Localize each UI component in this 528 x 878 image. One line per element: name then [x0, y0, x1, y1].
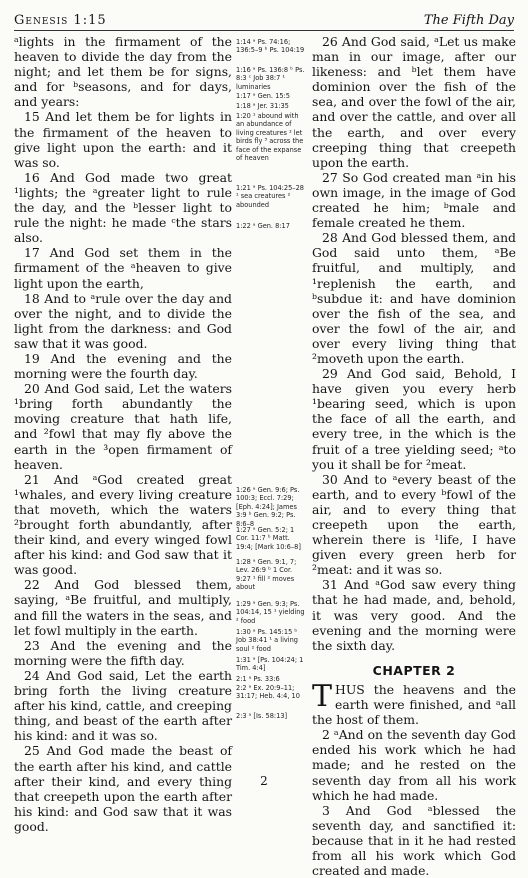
cross-reference: 1:27 ᵃ Gen. 5:2; 1 Cor. 11:7 ᵇ Matt. 19:4; [Mark 10:6–8] — [236, 526, 301, 551]
verse-text: 29 And God said, Behold, I have given you every herb ¹bearing seed, which is upon the face of all the earth, and every tree, in the which is the fruit of a tree yielding seed; ᵃto you it shall be for ²meat. — [312, 366, 516, 472]
verse-text: 15 And let them be for lights in the firmament of the heaven to give light upon the earth: and it was so. — [14, 109, 232, 170]
cross-reference: 1:30 ᵃ Ps. 145:15 ᵇ Job 38:41 ¹ a living soul ² food — [236, 628, 298, 653]
cross-reference: 1:18 ᵃ Jer. 31:35 — [236, 102, 289, 110]
cross-reference: 2:3 ᵃ [Is. 58:13] — [236, 712, 288, 720]
verse-text: 24 And God said, Let the earth bring forth the living creature after his kind, cattle, and creeping thing, and beast of the earth after his kind: and it was so. — [14, 667, 232, 744]
chapter-opening-verse — [312, 678, 516, 728]
verse-text: 21 And ᵃGod created great ¹whales, and every living creature that moveth, which the waters ²brought forth abundantly, after their kind, and every winged fowl after his kind: and God saw that it was good. — [14, 471, 232, 578]
cross-reference: 1:21 ᵃ Ps. 104:25–28 ¹ sea creatures ² abounded — [236, 184, 304, 209]
left-text-column — [14, 34, 232, 834]
chapter-heading: CHAPTER 2 — [372, 662, 456, 678]
cross-reference: 1:14 ᵃ Ps. 74:16; 136:5–9 ᵇ Ps. 104:19 — [236, 38, 305, 55]
verse-text: 26 And God said, ᵃLet us make man in our image, after our likeness: and ᵇlet them have dominion over the fish of the sea, and over the fowl of the air, and over the cattle, and over all the earth, and over every creeping thing that creepeth upon the earth. — [312, 34, 516, 170]
verse-text: 25 And God made the beast of the earth after his kind, and cattle after their kind, and every thing that creepeth upon the earth after his kind: and God saw that it was good. — [14, 743, 232, 834]
verse-text: 17 And God set them in the firmament of the ᵃheaven to give light upon the earth, — [14, 245, 232, 291]
verse-text: 23 And the evening and the morning were the fifth day. — [14, 637, 232, 668]
cross-reference: 1:17 ᵃ Gen. 15:5 — [236, 92, 290, 100]
verse-text: 31 And ᵃGod saw every thing that he had made, and, behold, it was very good. And the evening and the morning were the sixth day. — [312, 577, 516, 653]
verse-text: 27 So God created man ᵃin his own image, in the image of God created he him; ᵇmale and female created he them. — [312, 169, 516, 231]
running-header — [14, 6, 514, 31]
cross-reference: 1:20 ¹ abound with an abundance of living creatures ² let birds fly ³ across the face of the expanse of heaven — [236, 112, 304, 163]
verse-text: 3 And God ᵃblessed the seventh day, and sanctified it: because that in it he had rested from all his work which God created and made. — [312, 802, 516, 878]
cross-reference: 1:16 ᵃ Ps. 136:8 ᵇ Ps. 8:3 ᶜ Job 38:7 ¹ luminaries — [236, 66, 305, 91]
cross-reference: 2:1 ᵃ Ps. 33:6 — [236, 675, 280, 683]
verse-text: 19 And the evening and the morning were the fourth day. — [14, 350, 232, 382]
verse-text: 18 And to ᵃrule over the day and over the night, and to divide the light from the darkness: and God saw that it was good. — [14, 290, 232, 351]
header-reference: Genesis 1:15 — [14, 13, 107, 28]
header-section-title: The Fifth Day — [423, 13, 514, 28]
verse-text: 20 And God said, Let the waters ¹bring forth abundantly the moving creature that hath life, and ²fowl that may fly above the earth in the ³open firmament of heaven. — [14, 381, 232, 472]
verse-text: ᵃlights in the firmament of the heaven to divide the day from the night; and let them be for signs, and for ᵇseasons, and for days, and years: — [14, 34, 232, 110]
verse-text: HUS the heavens and the earth were finished, and ᵃall the host of them. — [312, 681, 516, 728]
cross-reference: 1:29 ᵃ Gen. 9:3; Ps. 104:14, 15 ¹ yielding ² food — [236, 600, 305, 625]
cross-reference: 1:26 ᵃ Gen. 9:6; Ps. 100:3; Eccl. 7:29; [Eph. 4:24]; James 3:9 ᵇ Gen. 9:2; Ps. 8:6–8 — [236, 486, 300, 528]
verse-text: 16 And God made two great ¹lights; the ᵃgreater light to rule the day, and the ᵇlesser light to rule the night: he made ᶜthe stars also. — [14, 169, 232, 246]
verse-text: 28 And God blessed them, and God said unto them, ᵃBe fruitful, and multiply, and ¹replenish the earth, and ᵇsubdue it: and have dominion over the fish of the sea, and over the fowl of the air, and over every living thing that ²moveth upon the earth. — [312, 230, 516, 366]
cross-reference: 1:22 ᵃ Gen. 8:17 — [236, 222, 290, 230]
drop-cap: T — [312, 678, 333, 714]
verse-text: 2 ᵃAnd on the seventh day God ended his work which he had made; and he rested on the seventh day from all his work which he had made. — [312, 727, 516, 803]
cross-reference: 1:28 ᵃ Gen. 9:1, 7; Lev. 26:9 ᵇ 1 Cor. 9:27 ¹ fill ² moves about — [236, 558, 297, 592]
page-number: 2 — [260, 774, 268, 788]
verse-text: 30 And to ᵃevery beast of the earth, and to every ᵇfowl of the air, and to every thing that creepeth upon the earth, wherein there is ¹life, I have given every green herb for ²meat: and it was so. — [312, 471, 516, 578]
verse-text: 22 And God blessed them, saying, ᵃBe fruitful, and multiply, and fill the waters in the seas, and let fowl multiply in the earth. — [14, 577, 232, 638]
cross-reference: 2:2 ᵃ Ex. 20:9–11; 31:17; Heb. 4:4, 10 — [236, 684, 300, 701]
cross-reference: 1:31 ᵃ [Ps. 104:24; 1 Tim. 4:4] — [236, 656, 304, 673]
right-text-column — [312, 34, 516, 878]
